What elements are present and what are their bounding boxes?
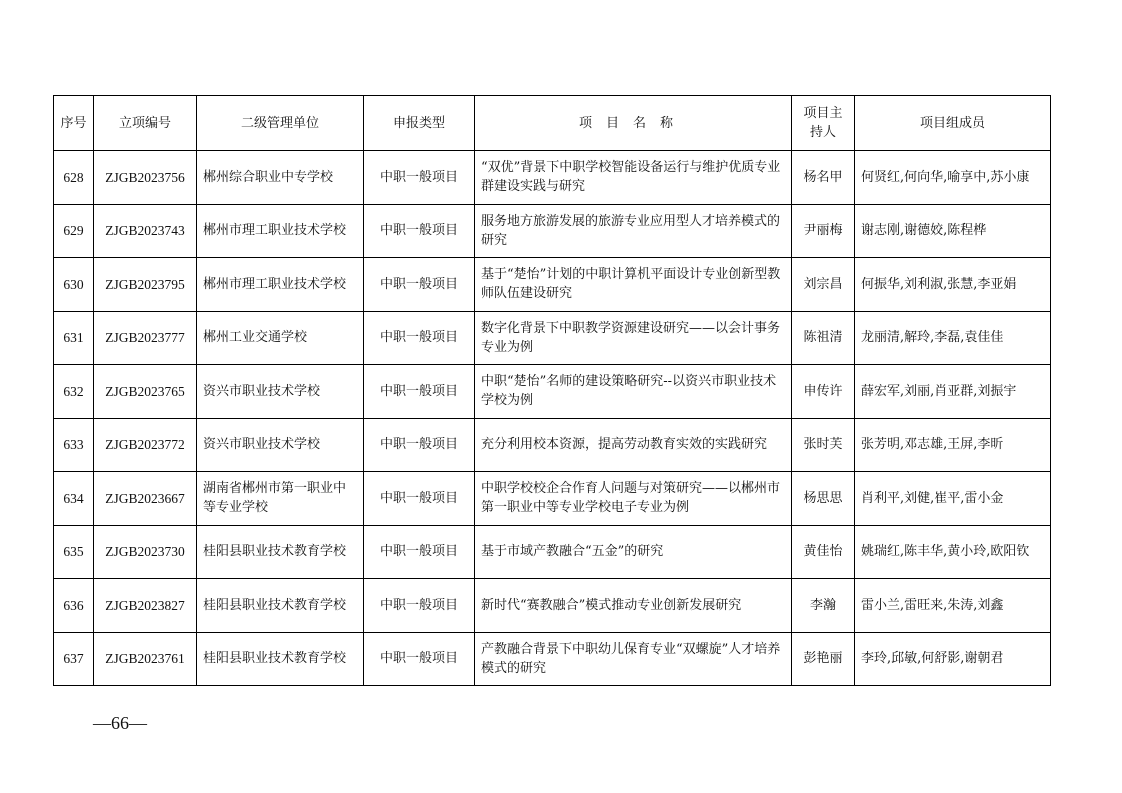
cell-code: ZJGB2023756 <box>94 151 197 205</box>
cell-code: ZJGB2023765 <box>94 365 197 419</box>
header-unit: 二级管理单位 <box>197 96 364 151</box>
cell-host: 黄佳怡 <box>792 525 855 579</box>
cell-index: 628 <box>54 151 94 205</box>
cell-unit: 郴州市理工职业技术学校 <box>197 204 364 258</box>
cell-type: 中职一般项目 <box>364 525 475 579</box>
cell-host: 杨名甲 <box>792 151 855 205</box>
cell-host: 李瀚 <box>792 579 855 633</box>
table-row <box>54 311 1051 365</box>
cell-index: 632 <box>54 365 94 419</box>
table-row <box>54 472 1051 526</box>
cell-code: ZJGB2023772 <box>94 418 197 472</box>
cell-project-name: 服务地方旅游发展的旅游专业应用型人才培养模式的研究 <box>475 204 792 258</box>
header-project-name: 项目名称 <box>475 96 792 151</box>
cell-members: 雷小兰,雷旺来,朱涛,刘鑫 <box>855 579 1051 633</box>
cell-unit: 资兴市职业技术学校 <box>197 418 364 472</box>
cell-type: 中职一般项目 <box>364 258 475 312</box>
cell-members: 薛宏军,刘丽,肖亚群,刘振宇 <box>855 365 1051 419</box>
cell-code: ZJGB2023777 <box>94 311 197 365</box>
cell-host: 张时芙 <box>792 418 855 472</box>
cell-type: 中职一般项目 <box>364 579 475 633</box>
cell-code: ZJGB2023743 <box>94 204 197 258</box>
cell-index: 630 <box>54 258 94 312</box>
cell-host: 陈祖清 <box>792 311 855 365</box>
cell-project-name: 产教融合背景下中职幼儿保育专业“双螺旋”人才培养模式的研究 <box>475 632 792 686</box>
table-row <box>54 365 1051 419</box>
cell-host: 申传许 <box>792 365 855 419</box>
cell-host: 杨思思 <box>792 472 855 526</box>
cell-code: ZJGB2023667 <box>94 472 197 526</box>
cell-type: 中职一般项目 <box>364 151 475 205</box>
cell-members: 李玲,邱敏,何舒影,谢朝君 <box>855 632 1051 686</box>
cell-unit: 湖南省郴州市第一职业中等专业学校 <box>197 472 364 526</box>
cell-members: 肖利平,刘健,崔平,雷小金 <box>855 472 1051 526</box>
cell-project-name: 基于“楚怡”计划的中职计算机平面设计专业创新型教师队伍建设研究 <box>475 258 792 312</box>
cell-code: ZJGB2023730 <box>94 525 197 579</box>
cell-members: 何振华,刘利淑,张慧,李亚娟 <box>855 258 1051 312</box>
cell-members: 姚瑞红,陈丰华,黄小玲,欧阳钦 <box>855 525 1051 579</box>
cell-type: 中职一般项目 <box>364 632 475 686</box>
cell-index: 631 <box>54 311 94 365</box>
cell-host: 彭艳丽 <box>792 632 855 686</box>
header-index: 序号 <box>54 96 94 151</box>
table-row <box>54 525 1051 579</box>
cell-unit: 郴州综合职业中专学校 <box>197 151 364 205</box>
cell-code: ZJGB2023795 <box>94 258 197 312</box>
header-members: 项目组成员 <box>855 96 1051 151</box>
table-row <box>54 258 1051 312</box>
cell-type: 中职一般项目 <box>364 204 475 258</box>
cell-unit: 郴州市理工职业技术学校 <box>197 258 364 312</box>
cell-members: 谢志刚,谢德姣,陈程桦 <box>855 204 1051 258</box>
cell-project-name: 充分利用校本资源，提高劳动教育实效的实践研究 <box>475 418 792 472</box>
cell-index: 635 <box>54 525 94 579</box>
cell-project-name: 数字化背景下中职教学资源建设研究——以会计事务专业为例 <box>475 311 792 365</box>
cell-project-name: 基于市域产教融合“五金”的研究 <box>475 525 792 579</box>
header-host: 项目主持人 <box>792 96 855 151</box>
cell-index: 634 <box>54 472 94 526</box>
page-number: —66— <box>93 713 147 733</box>
cell-project-name: 中职学校校企合作育人问题与对策研究——以郴州市第一职业中等专业学校电子专业为例 <box>475 472 792 526</box>
cell-unit: 桂阳县职业技术教育学校 <box>197 525 364 579</box>
cell-host: 刘宗昌 <box>792 258 855 312</box>
cell-members: 何贤红,何向华,喻享中,苏小康 <box>855 151 1051 205</box>
cell-host: 尹丽梅 <box>792 204 855 258</box>
cell-type: 中职一般项目 <box>364 472 475 526</box>
cell-code: ZJGB2023761 <box>94 632 197 686</box>
cell-project-name: 中职“楚怡”名师的建设策略研究--以资兴市职业技术学校为例 <box>475 365 792 419</box>
table-body <box>54 151 1051 686</box>
cell-code: ZJGB2023827 <box>94 579 197 633</box>
header-code: 立项编号 <box>94 96 197 151</box>
cell-unit: 桂阳县职业技术教育学校 <box>197 632 364 686</box>
table-row <box>54 151 1051 205</box>
cell-type: 中职一般项目 <box>364 311 475 365</box>
header-type: 申报类型 <box>364 96 475 151</box>
project-table <box>53 95 1051 686</box>
cell-unit: 郴州工业交通学校 <box>197 311 364 365</box>
cell-members: 龙丽清,解玲,李磊,袁佳佳 <box>855 311 1051 365</box>
table-row <box>54 204 1051 258</box>
cell-type: 中职一般项目 <box>364 418 475 472</box>
cell-members: 张芳明,邓志雄,王屏,李昕 <box>855 418 1051 472</box>
cell-project-name: “双优”背景下中职学校智能设备运行与维护优质专业群建设实践与研究 <box>475 151 792 205</box>
cell-type: 中职一般项目 <box>364 365 475 419</box>
cell-unit: 桂阳县职业技术教育学校 <box>197 579 364 633</box>
cell-project-name: 新时代“赛教融合”模式推动专业创新发展研究 <box>475 579 792 633</box>
table-header-row <box>54 96 1051 151</box>
cell-unit: 资兴市职业技术学校 <box>197 365 364 419</box>
cell-index: 637 <box>54 632 94 686</box>
cell-index: 629 <box>54 204 94 258</box>
table-row <box>54 579 1051 633</box>
table-row <box>54 632 1051 686</box>
table-row <box>54 418 1051 472</box>
cell-index: 636 <box>54 579 94 633</box>
cell-index: 633 <box>54 418 94 472</box>
